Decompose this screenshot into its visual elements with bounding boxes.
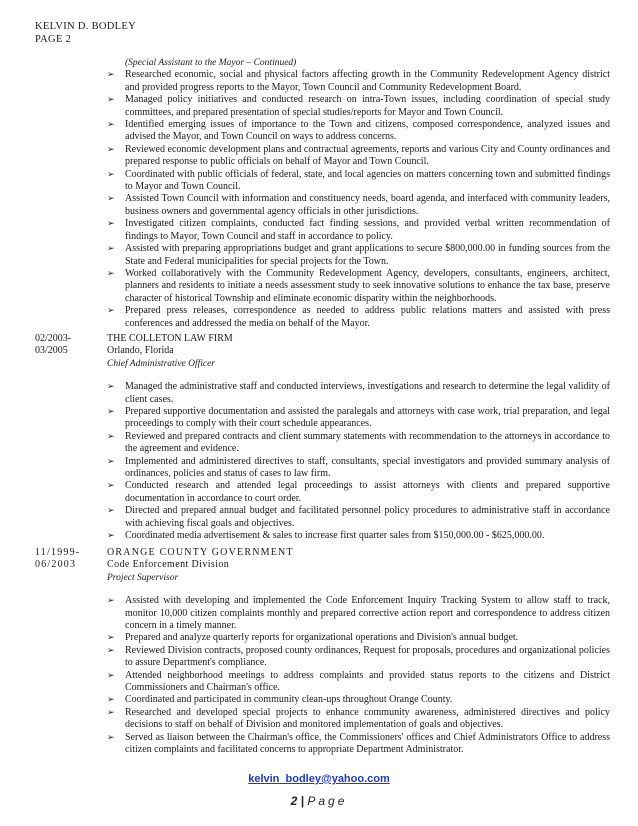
list-item: ➢ Researched economic, social and physical factors affecting growth in the Community Redevelopment Agency district and provided progress reports to the Mayor, Town Council and Community Redevelopment Board.: [107, 69, 610, 93]
arrow-bullet-icon: ➢: [107, 144, 115, 155]
job-title: (Special Assistant to the Mayor – Continued): [125, 58, 297, 68]
arrow-bullet-icon: ➢: [107, 707, 115, 718]
employer-location: Orlando, Florida: [107, 345, 174, 357]
page-word: Page: [307, 794, 348, 808]
list-item: ➢ Reviewed and prepared contracts and client summary statements with recommendation to the attorneys in accordance to the agreement and evidence.: [107, 430, 610, 455]
list-item: ➢ Served as liaison between the Chairman's office, the Commissioners' offices and Chief Administrators Office to address citizen complaints and facilitated concerns to appropriate Department Administrator.: [107, 731, 610, 756]
employer-name: ORANGE COUNTY GOVERNMENT: [107, 547, 294, 558]
bullet-list: [107, 595, 610, 756]
list-item: ➢ Researched and developed special projects to enhance community awareness, administered directives and policy decisions to staff on behalf of Division and monitored implementation of goals and objectives.: [107, 706, 610, 731]
list-item: ➢ Prepared supportive documentation and assisted the paralegals and attorneys with case work, trial preparation, and legal proceedings to comply with their court schedule appearances.: [107, 406, 610, 430]
arrow-bullet-icon: ➢: [107, 95, 115, 106]
arrow-bullet-icon: ➢: [107, 382, 115, 393]
list-item: ➢ Assisted with developing and implemented the Code Enforcement Inquiry Tracking System to allow staff to track, monitor 10,000 citizen complaints monthly and prepared corrective action report and correspondence to address citizen concern in a timely manner.: [107, 595, 610, 632]
contact-email-link[interactable]: kelvin_bodley@yahoo.com: [248, 773, 390, 785]
list-item: ➢ Coordinated and participated in community clean-ups throughout Orange County.: [107, 694, 453, 706]
list-item: ➢ Reviewed Division contracts, proposed county ordinances, Request for proposals, procedures and organizational policies to assure Department's compliance.: [107, 644, 610, 669]
arrow-bullet-icon: ➢: [107, 244, 115, 255]
header-page: PAGE 2: [35, 34, 72, 45]
list-item: ➢ Investigated citizen complaints, conducted fact finding sessions, and provided verbal written recommendation of findings to Mayor, Town Council and staff in accordance to policy.: [107, 218, 610, 242]
job-title: Project Supervisor: [107, 572, 179, 583]
list-item: ➢ Coordinated media advertisement & sales to increase first quarter sales from $150,000.00 - $625,000.00.: [107, 530, 545, 542]
arrow-bullet-icon: ➢: [107, 120, 115, 131]
arrow-bullet-icon: ➢: [107, 70, 115, 81]
arrow-bullet-icon: ➢: [107, 194, 115, 205]
bullet-list: [107, 69, 610, 330]
list-item: ➢ Conducted research and attended legal proceedings to assist attorneys with clients and prepared supportive documentation in accordance to court order.: [107, 480, 610, 504]
arrow-bullet-icon: ➢: [107, 431, 115, 442]
arrow-bullet-icon: ➢: [107, 645, 115, 656]
employer-location: Code Enforcement Division: [107, 559, 230, 571]
employment-dates: 02/2003- 03/2005: [35, 333, 72, 357]
arrow-bullet-icon: ➢: [107, 695, 115, 706]
list-item: ➢ Implemented and administered directives to staff, consultants, special investigators and provided summary analysis of ordinances, policies and status of cases to law firm.: [107, 455, 610, 480]
arrow-bullet-icon: ➢: [107, 596, 115, 607]
arrow-bullet-icon: ➢: [107, 407, 115, 418]
list-item: ➢ Identified emerging issues of importance to the Town and citizens, composed correspondence, analyzed issues and advised the Mayor, and Town Council on ways to address concerns.: [107, 119, 610, 143]
list-item: ➢ Prepared press releases, correspondence as needed to address public relations matters and assisted with press conferences and addressed the media on behalf of the Mayor.: [107, 305, 610, 329]
arrow-bullet-icon: ➢: [107, 481, 115, 492]
arrow-bullet-icon: ➢: [107, 506, 115, 517]
list-item: ➢ Prepared and analyze quarterly reports for organizational operations and Division's annual budget.: [107, 632, 519, 644]
job-title: Chief Administrative Officer: [107, 358, 216, 369]
list-item: ➢ Directed and prepared annual budget and facilitated personnel policy procedures to administrative staff in accordance with achieving fiscal goals and objectives.: [107, 505, 610, 529]
list-item: ➢ Attended neighborhood meetings to address complaints and provided status reports to the citizens and District Commissioners and Chairman's office.: [107, 669, 610, 694]
page-number: 2: [290, 794, 298, 808]
list-item: ➢ Reviewed economic development plans and contractual agreements, reports and various City and County ordinances and prepared response to public officials on behalf of Mayor and Town Council.: [107, 143, 610, 168]
employer-name: THE COLLETON LAW FIRM: [107, 333, 233, 344]
arrow-bullet-icon: ➢: [107, 633, 115, 644]
list-item: ➢ Managed the administrative staff and conducted interviews, investigations and research to determine the legal validity of client cases.: [107, 381, 610, 405]
header-name: KELVIN D. BODLEY: [35, 21, 136, 32]
arrow-bullet-icon: ➢: [107, 670, 115, 681]
list-item: ➢ Coordinated with public officials of federal, state, and local agencies on matters concerning town and submitted findings to Mayor and Town Council.: [107, 168, 610, 193]
arrow-bullet-icon: ➢: [107, 219, 115, 230]
arrow-bullet-icon: ➢: [107, 169, 115, 180]
arrow-bullet-icon: ➢: [107, 732, 115, 743]
list-item: ➢ Managed policy initiatives and conducted research on intra-Town issues, including coordination of special study committees, and prepared presentation of special studies/reports for Mayor and Town Council.: [107, 94, 610, 118]
list-item: ➢ Worked collaboratively with the Community Redevelopment Agency, developers, consultants, engineers, architect, planners and residents to initiate a needs assessment study to seek innovative solutions to enhance the tax base, preserve character of historical Township and eliminate economic disparity within the neighborhoods.: [107, 267, 610, 304]
page-footer: [0, 794, 638, 808]
employment-dates: 11/1999- 06/2003: [35, 547, 81, 571]
bullet-list: [107, 381, 610, 542]
arrow-bullet-icon: ➢: [107, 268, 115, 279]
arrow-bullet-icon: ➢: [107, 456, 115, 467]
arrow-bullet-icon: ➢: [107, 306, 115, 317]
list-item: ➢ Assisted Town Council with information and constituency needs, board agenda, and interfaced with community leaders, business owners and governmental agency officials in other jurisdictions.: [107, 193, 610, 217]
arrow-bullet-icon: ➢: [107, 531, 115, 542]
page-separator: |: [300, 794, 304, 808]
list-item: ➢ Assisted with preparing appropriations budget and grant applications to secure $800,000.00 in funding sources from the State and Federal municipalities for special projects for the Town.: [107, 243, 610, 267]
